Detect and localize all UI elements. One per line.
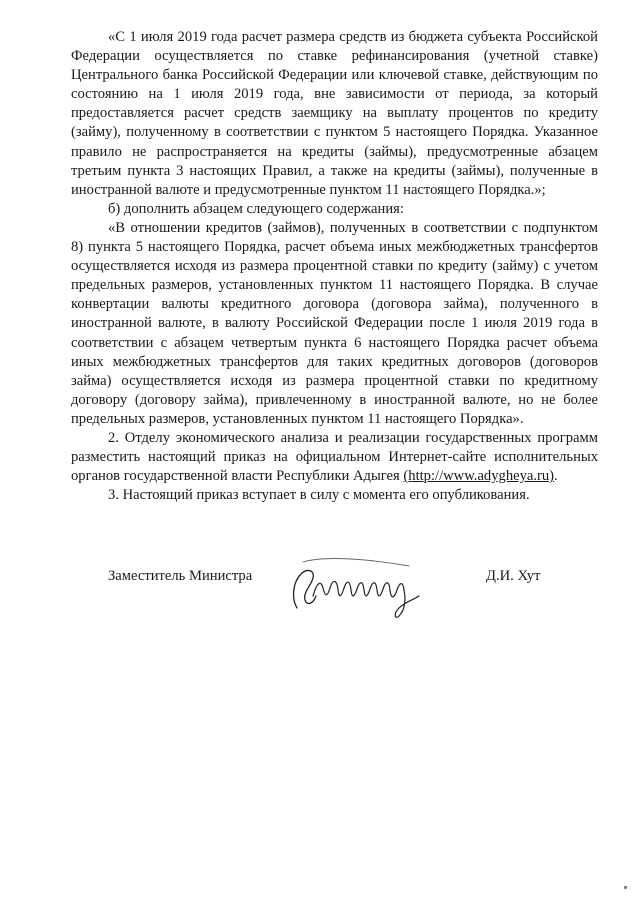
paragraph-quote-intergovernmental-transfers: «В отношении кредитов (займов), полученных в соответствии с подпунктом 8) пункта 5 настоящего Порядка, расчет объема иных межбюджетных трансфертов осуществляется исходя из размера процентной ставки по кредиту (займу) с учетом предельных размеров, установленных пунктом 11 настоящего Порядка. В случае конвертации валюты кредитного договора (договора займа), полученного в иностранной валюте, в валюту Российской Федерации после 1 июля 2019 года в соответствии с абзацем четвертым пункта 6 настоящего Порядка расчет объема иных межбюджетных трансфертов для таких кредитных договоров (договоров займа) осуществляется исходя из размера процентной ставки по кредитному договору (договору займа), привлеченному в иностранной валюте, но не более предельных размеров, установленных пунктом 11 настоящего Порядка».: [71, 219, 598, 427]
paragraph-quote-rate-calculation: «С 1 июля 2019 года расчет размера средств из бюджета субъекта Российской Федерации осуществляется по ставке рефинансирования (учетной ставке) Центрального банка Российской Федерации или ключевой ставке, действующим по состоянию на 1 июля 2019 года, вне зависимости от периода, за который предоставляется расчет средств заемщику на выплату процентов по кредиту (займу), полученному в соответствии с пунктом 5 настоящего Порядка. Указанное правило не распространяется на кредиты (займы), предусмотренные абзацем третьим пункта 3 настоящих Правил, а также на кредиты (займы), полученные в иностранной валюте и предусмотренные пунктом 11 настоящего Порядка.»;: [71, 29, 598, 198]
handwritten-signature: [283, 552, 433, 622]
scan-speck: [624, 886, 627, 889]
signatory-title: Заместитель Министра: [108, 568, 253, 584]
paragraph-item-2-end: .: [554, 468, 558, 485]
document-body: [71, 28, 598, 505]
paragraph-item-2: [71, 429, 598, 486]
paragraph-item-b: б) дополнить абзацем следующего содержания:: [108, 200, 404, 217]
website-link[interactable]: (http://www.adygheya.ru): [403, 468, 555, 485]
signature-block: [0, 560, 640, 620]
paragraph-item-2-text: 2. Отделу экономического анализа и реализации государственных программ разместить настоящий приказ на официальном Интернет-сайте исполнительных органов государственной власти Республики Адыгея: [71, 429, 598, 485]
signatory-name: Д.И. Хут: [486, 568, 541, 584]
paragraph-item-3: 3. Настоящий приказ вступает в силу с момента его опубликования.: [108, 487, 530, 504]
